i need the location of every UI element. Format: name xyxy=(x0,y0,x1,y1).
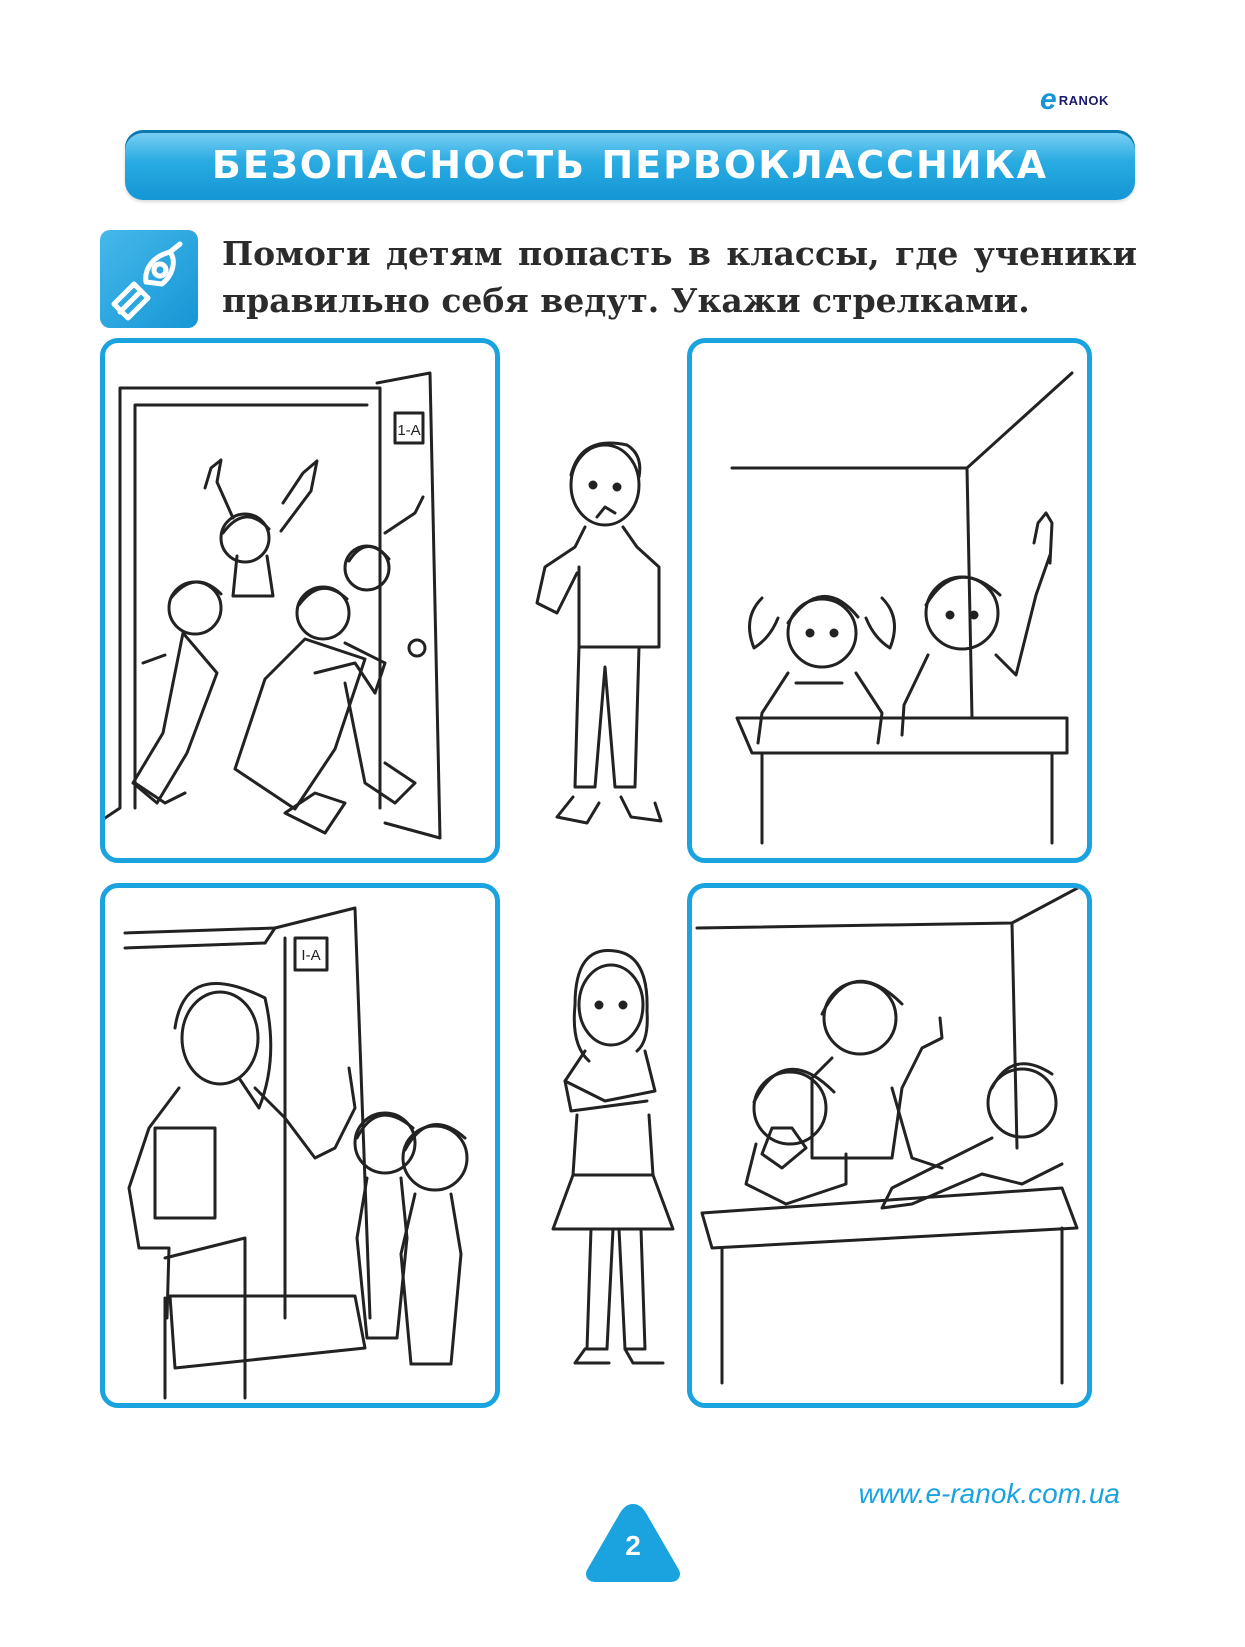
page-title: БЕЗОПАСНОСТЬ ПЕРВОКЛАССНИКА xyxy=(211,143,1049,187)
website-link[interactable]: www.e-ranok.com.ua xyxy=(858,1478,1120,1509)
door-sign-bottom: I-А xyxy=(301,947,321,964)
chatting-in-class-illustration xyxy=(692,888,1087,1403)
girl-figure[interactable] xyxy=(545,945,680,1370)
boy-figure-illustration xyxy=(535,435,680,855)
girl-figure-illustration xyxy=(545,945,680,1370)
logo-mark: e xyxy=(1040,83,1057,116)
crowding-at-door-illustration xyxy=(105,343,495,858)
panel-raising-hand[interactable] xyxy=(687,338,1092,863)
pen-nib-icon xyxy=(100,230,198,328)
page-number: 2 xyxy=(625,1530,641,1561)
panel-crowding-at-door[interactable] xyxy=(100,338,500,863)
page-number-badge xyxy=(583,1500,683,1584)
publisher-logo xyxy=(1040,83,1150,116)
panel-greeting-teacher[interactable] xyxy=(100,883,500,1408)
panel-chatting-in-class[interactable] xyxy=(687,883,1092,1408)
pen-nib-icon-graphic xyxy=(100,230,198,328)
page-title-banner xyxy=(125,130,1135,200)
door-sign-top: 1-А xyxy=(397,422,421,439)
raising-hand-illustration xyxy=(692,343,1087,858)
task-instruction: Помоги детям попасть в классы, где ученики правильно себя ведут. Укажи стрелками. xyxy=(222,234,1137,320)
greeting-teacher-illustration xyxy=(105,888,495,1403)
logo-text: RANOK xyxy=(1058,92,1109,108)
boy-figure[interactable] xyxy=(535,435,680,855)
